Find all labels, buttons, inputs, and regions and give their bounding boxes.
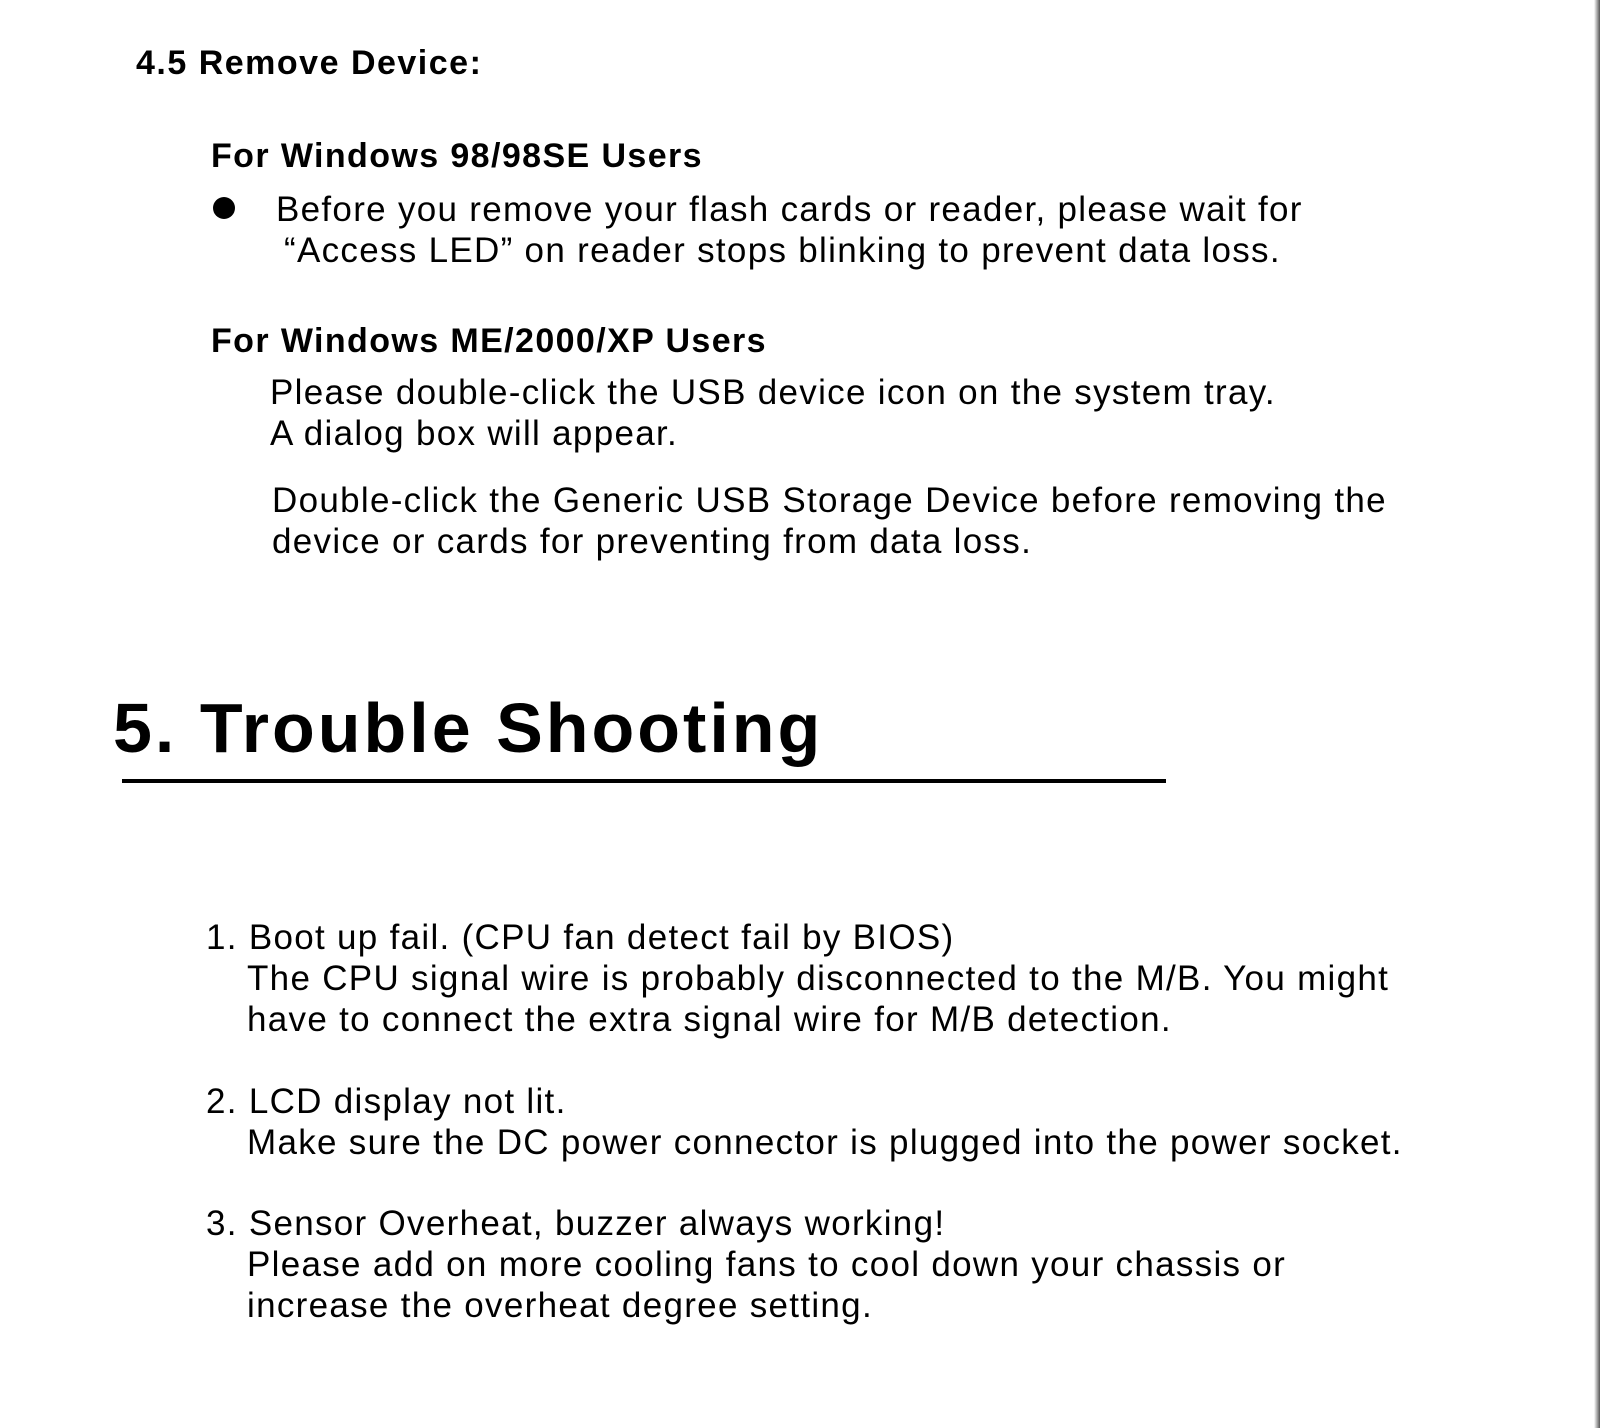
win98-bullet-line-2: “Access LED” on reader stops blinking to prevent data loss. bbox=[284, 231, 1281, 270]
bullet-icon bbox=[213, 197, 235, 219]
trouble-item-2-problem: 2. LCD display not lit. bbox=[206, 1082, 567, 1121]
chapter-heading-underline bbox=[122, 779, 1166, 783]
trouble-item-1-problem: 1. Boot up fail. (CPU fan detect fail by BIOS) bbox=[206, 918, 955, 957]
trouble-item-3-solution-line-2: increase the overheat degree setting. bbox=[247, 1286, 873, 1325]
subheading-win98: For Windows 98/98SE Users bbox=[211, 137, 703, 175]
trouble-item-1-solution-line-2: have to connect the extra signal wire for M/B detection. bbox=[247, 1000, 1172, 1039]
trouble-item-2-solution-line-1: Make sure the DC power connector is plugged into the power socket. bbox=[247, 1123, 1403, 1162]
win98-bullet-line-1: Before you remove your flash cards or reader, please wait for bbox=[276, 190, 1303, 229]
section-heading-remove-device: 4.5 Remove Device: bbox=[136, 44, 483, 82]
scan-edge-shadow bbox=[1594, 0, 1600, 1428]
trouble-item-3-problem: 3. Sensor Overheat, buzzer always working! bbox=[206, 1204, 946, 1243]
winme-para2-line-1: Double-click the Generic USB Storage Device before removing the bbox=[272, 481, 1387, 520]
winme-para2-line-2: device or cards for preventing from data loss. bbox=[272, 522, 1033, 561]
trouble-item-3-solution-line-1: Please add on more cooling fans to cool down your chassis or bbox=[247, 1245, 1287, 1284]
chapter-heading-trouble-shooting: 5. Trouble Shooting bbox=[113, 689, 824, 767]
winme-para1-line-2: A dialog box will appear. bbox=[270, 414, 679, 453]
trouble-item-1-solution-line-1: The CPU signal wire is probably disconnected to the M/B. You might bbox=[247, 959, 1390, 998]
winme-para1-line-1: Please double-click the USB device icon on the system tray. bbox=[270, 373, 1276, 412]
subheading-winme: For Windows ME/2000/XP Users bbox=[211, 322, 767, 360]
